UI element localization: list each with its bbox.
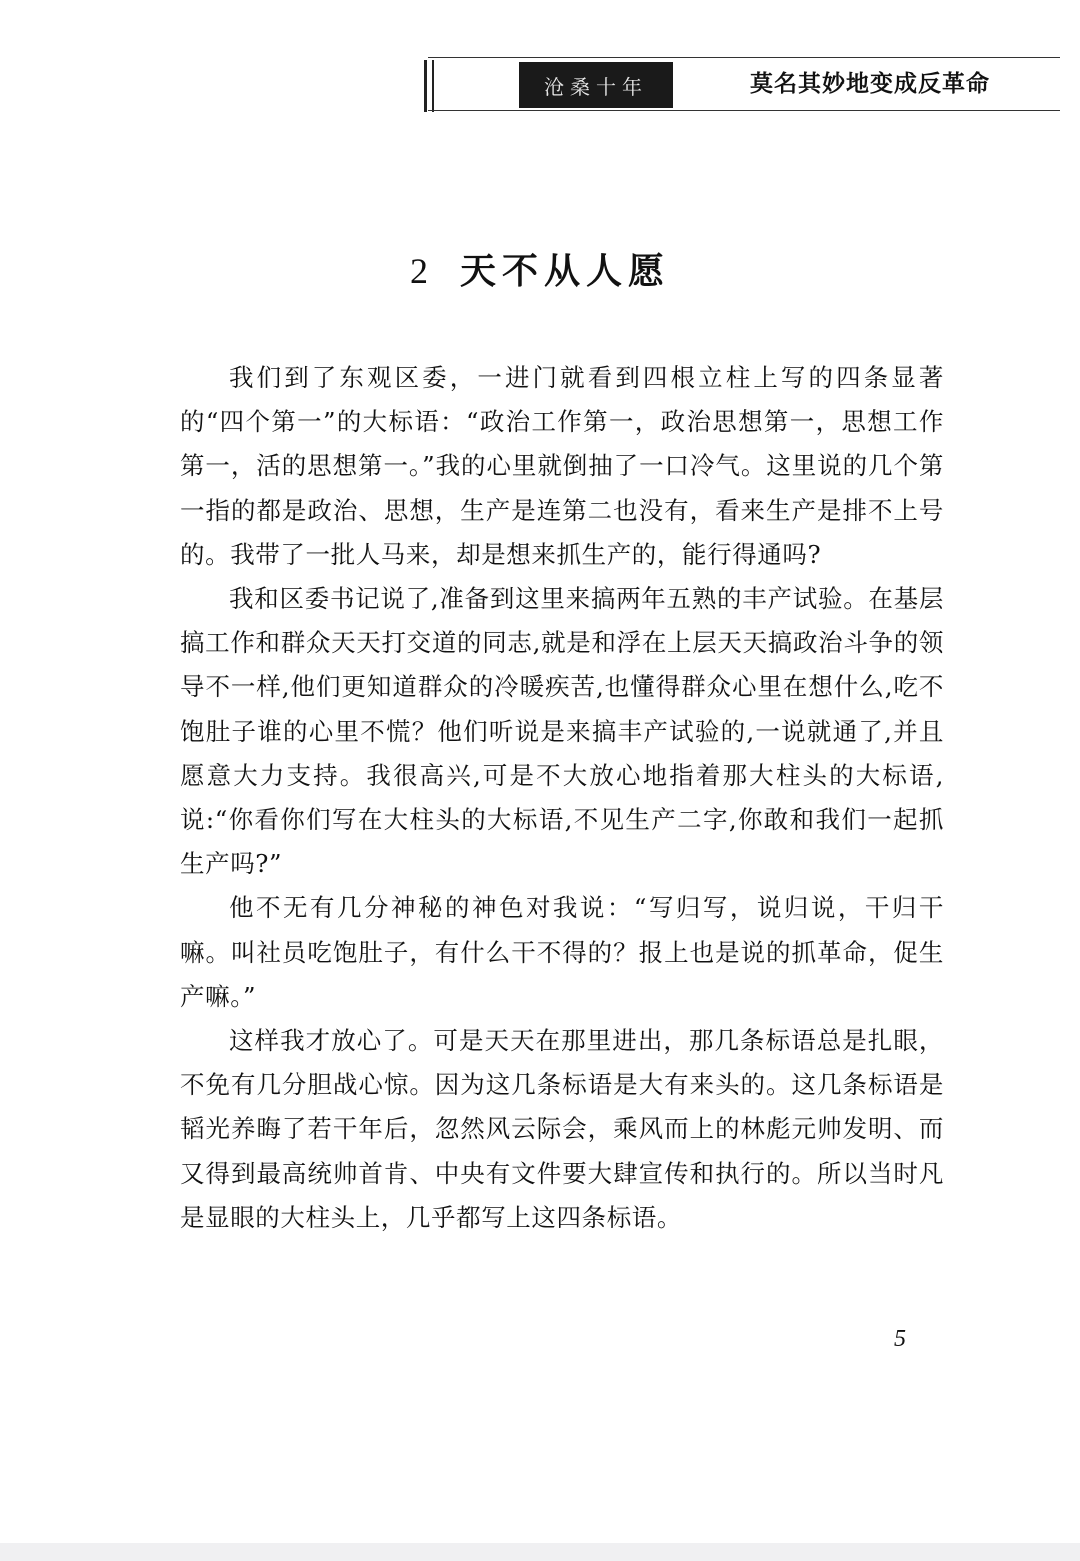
chapter-title: 天不从人愿 (459, 250, 670, 292)
chapter-heading (0, 243, 1080, 294)
body-text (180, 356, 944, 1240)
page-number: 5 (894, 1326, 906, 1352)
header-rule-top (428, 57, 1060, 58)
paragraph: 这样我才放心了。可是天天在那里进出，那几条标语总是扎眼，不免有几分胆战心惊。因为这几条标语是大有来头的。这几条标语是韬光养晦了若干年后，忽然风云际会，乘风而上的林彪元帅发明、而又得到最高统帅首肯、中央有文件要大肆宣传和执行的。所以当时凡是显眼的大柱头上，几乎都写上这四条标语。 (180, 1026, 944, 1232)
running-chapter-title: 莫名其妙地变成反革命 (750, 70, 990, 97)
viewer-bottom-band (0, 1543, 1080, 1561)
header-divider-bar-thin (432, 60, 434, 112)
paragraph: 他不无有几分神秘的神色对我说：“写归写，说归说，干归干嘛。叫社员吃饱肚子，有什么干不得的？报上也是说的抓革命，促生产嘛。” (180, 893, 944, 1011)
paragraph: 我和区委书记说了,准备到这里来搞两年五熟的丰产试验。在基层搞工作和群众天天打交道的同志,就是和浮在上层天天搞政治斗争的领导不一样,他们更知道群众的冷暖疾苦,也懂得群众心里在想什么,吃不饱肚子谁的心里不慌？他们听说是来搞丰产试验的,一说就通了,并且愿意大力支持。我很高兴,可是不大放心地指着那大柱头的大标语,说:“你看你们写在大柱头的大标语,不见生产二字,你敢和我们一起抓生产吗?” (180, 584, 944, 879)
chapter-number: 2 (409, 251, 434, 291)
header-rule-bottom (428, 110, 1060, 111)
header-divider-bar (424, 60, 427, 112)
paragraph: 我们到了东观区委，一进门就看到四根立柱上写的四条显著的“四个第一”的大标语：“政治工作第一，政治思想第一，思想工作第一，活的思想第一。”我的心里就倒抽了一口冷气。这里说的几个第一指的都是政治、思想，生产是连第二也没有，看来生产是排不上号的。我带了一批人马来，却是想来抓生产的，能行得通吗? (180, 363, 944, 569)
book-title: 沧桑十年 (519, 62, 673, 108)
